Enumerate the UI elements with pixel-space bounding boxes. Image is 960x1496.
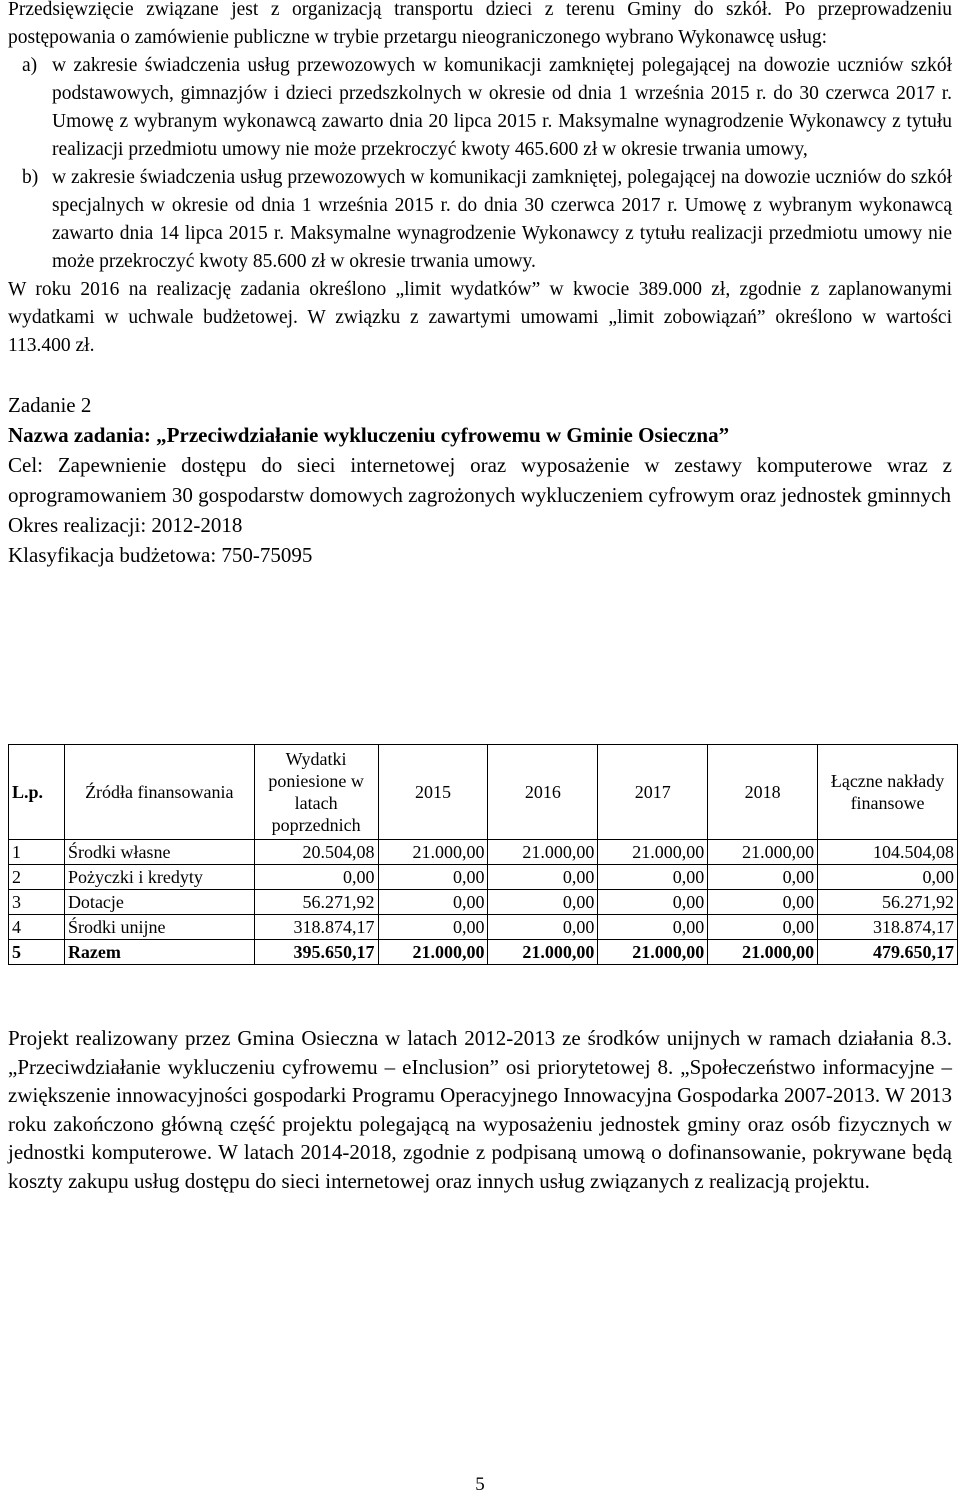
cell-2016: 0,00 bbox=[488, 915, 598, 940]
financing-table bbox=[8, 744, 958, 965]
task-name-value: „Przeciwdziałanie wykluczeniu cyfrowemu w Gminie Osieczna” bbox=[156, 423, 730, 447]
cell-2017: 0,00 bbox=[598, 865, 708, 890]
cell-lp: 3 bbox=[9, 890, 65, 915]
header-lp: L.p. bbox=[9, 745, 65, 840]
cell-past: 395.650,17 bbox=[254, 940, 378, 965]
document-page bbox=[8, 0, 954, 1193]
cell-past: 56.271,92 bbox=[254, 890, 378, 915]
table-header-row bbox=[9, 745, 958, 840]
closing-section bbox=[8, 1024, 952, 1196]
cell-2015: 21.000,00 bbox=[378, 940, 488, 965]
cell-2017: 0,00 bbox=[598, 915, 708, 940]
cell-past: 0,00 bbox=[254, 865, 378, 890]
table-row bbox=[9, 890, 958, 915]
cell-2018: 0,00 bbox=[708, 890, 818, 915]
header-2016: 2016 bbox=[488, 745, 598, 840]
task-period: Okres realizacji: 2012-2018 bbox=[8, 513, 243, 537]
cell-2016: 21.000,00 bbox=[488, 840, 598, 865]
intro-paragraph: Przedsięwzięcie związane jest z organizacją transportu dzieci z terenu Gminy do szkół. Po przeprowadzeniu postępowania o zamówienie publiczne w trybie przetargu nieograniczonego wybrano Wykonawcę usług: bbox=[8, 0, 952, 48]
cell-past: 318.874,17 bbox=[254, 915, 378, 940]
list-item-text: w zakresie świadczenia usług przewozowych w komunikacji zamkniętej, polegającej na dowozie uczniów do szkół specjalnych w okresie od dnia 1 września 2015 r. do dnia 30 czerwca 2017 r. Umowę z wybranym wykonawcą zawarto dnia 14 lipca 2015 r. Maksymalne wynagrodzenie Wykonawcy z tytułu realizacji przedmiotu umowy nie może przekroczyć kwoty 85.600 zł w okresie trwania umowy. bbox=[52, 167, 952, 272]
table-row bbox=[9, 840, 958, 865]
cell-source: Dotacje bbox=[64, 890, 254, 915]
header-2017: 2017 bbox=[598, 745, 708, 840]
header-total: Łączne nakłady finansowe bbox=[818, 745, 958, 840]
cell-source: Razem bbox=[64, 940, 254, 965]
cell-2015: 0,00 bbox=[378, 915, 488, 940]
list-item-a bbox=[22, 52, 952, 164]
list-item-b bbox=[22, 164, 952, 276]
cell-2015: 21.000,00 bbox=[378, 840, 488, 865]
cell-source: Pożyczki i kredyty bbox=[64, 865, 254, 890]
list-marker: b) bbox=[22, 167, 39, 188]
page-number: 5 bbox=[475, 1474, 485, 1495]
cell-2017: 0,00 bbox=[598, 890, 708, 915]
cell-lp: 2 bbox=[9, 865, 65, 890]
cell-lp: 5 bbox=[9, 940, 65, 965]
task-classification: Klasyfikacja budżetowa: 750-75095 bbox=[8, 543, 313, 567]
cell-total: 56.271,92 bbox=[818, 890, 958, 915]
cell-2016: 0,00 bbox=[488, 890, 598, 915]
cell-2015: 0,00 bbox=[378, 865, 488, 890]
task-name bbox=[8, 420, 952, 450]
cell-lp: 1 bbox=[9, 840, 65, 865]
header-source: Źródła finansowania bbox=[64, 745, 254, 840]
cell-lp: 4 bbox=[9, 915, 65, 940]
cell-2015: 0,00 bbox=[378, 890, 488, 915]
list-item-text: w zakresie świadczenia usług przewozowych w komunikacji zamkniętej polegającej na dowozie uczniów szkół podstawowych, gimnazjów i dzieci przedszkolnych w okresie od dnia 1 września 2015 r. do 30 czerwca 2017 r. Umowę z wybranym wykonawcą zawarto dnia 20 lipca 2015 r. Maksymalne wynagrodzenie Wykonawcy z tytułu realizacji przedmiotu umowy nie może przekroczyć kwoty 465.600 zł w okresie trwania umowy, bbox=[52, 55, 952, 160]
cell-total: 318.874,17 bbox=[818, 915, 958, 940]
list-marker: a) bbox=[22, 55, 38, 76]
table-row bbox=[9, 865, 958, 890]
cell-2016: 0,00 bbox=[488, 865, 598, 890]
cell-source: Środki unijne bbox=[64, 915, 254, 940]
cell-total: 479.650,17 bbox=[818, 940, 958, 965]
table-total-row bbox=[9, 940, 958, 965]
header-past: Wydatki poniesione w latach poprzednich bbox=[254, 745, 378, 840]
header-2018: 2018 bbox=[708, 745, 818, 840]
cell-total: 0,00 bbox=[818, 865, 958, 890]
limit-paragraph: W roku 2016 na realizację zadania określono „limit wydatków” w kwocie 389.000 zł, zgodnie z zaplanowanymi wydatkami w uchwale budżetowej. W związku z zawartymi umowami „limit zobowiązań” określono w wartości 113.400 zł. bbox=[8, 279, 952, 356]
task-heading: Zadanie 2 bbox=[8, 393, 92, 417]
cell-2018: 21.000,00 bbox=[708, 940, 818, 965]
cell-2017: 21.000,00 bbox=[598, 840, 708, 865]
cell-source: Środki własne bbox=[64, 840, 254, 865]
header-2015: 2015 bbox=[378, 745, 488, 840]
closing-paragraph: Projekt realizowany przez Gmina Osieczna w latach 2012-2013 ze środków unijnych w ramach działania 8.3. „Przeciwdziałanie wykluczeniu cyfrowemu – eInclusion” osi priorytetowej 8. „Społeczeństwo informacyjne – zwiększenie innowacyjności gospodarki Programu Operacyjnego Innowacyjna Gospodarka 2007-2013. W 2013 roku zakończono główną część projektu polegającą na wyposażeniu jednostek gminy oraz osób fizycznych w jednostki komputerowe. W latach 2014-2018, zgodnie z podpisaną umową o dofinansowanie, pokrywane będą koszty zakupu usług dostępu do sieci internetowej oraz innych usług związanych z realizacją projektu. bbox=[8, 1026, 952, 1193]
cell-past: 20.504,08 bbox=[254, 840, 378, 865]
cell-total: 104.504,08 bbox=[818, 840, 958, 865]
table-row bbox=[9, 915, 958, 940]
cell-2018: 0,00 bbox=[708, 915, 818, 940]
cell-2016: 21.000,00 bbox=[488, 940, 598, 965]
task-goal: Cel: Zapewnienie dostępu do sieci internetowej oraz wyposażenie w zestawy komputerowe wraz z oprogramowaniem 30 gospodarstw domowych zagrożonych wykluczeniem cyfrowym oraz jednostek gminnych bbox=[8, 453, 952, 507]
cell-2017: 21.000,00 bbox=[598, 940, 708, 965]
cell-2018: 0,00 bbox=[708, 865, 818, 890]
cell-2018: 21.000,00 bbox=[708, 840, 818, 865]
task-name-label: Nazwa zadania: bbox=[8, 423, 151, 447]
